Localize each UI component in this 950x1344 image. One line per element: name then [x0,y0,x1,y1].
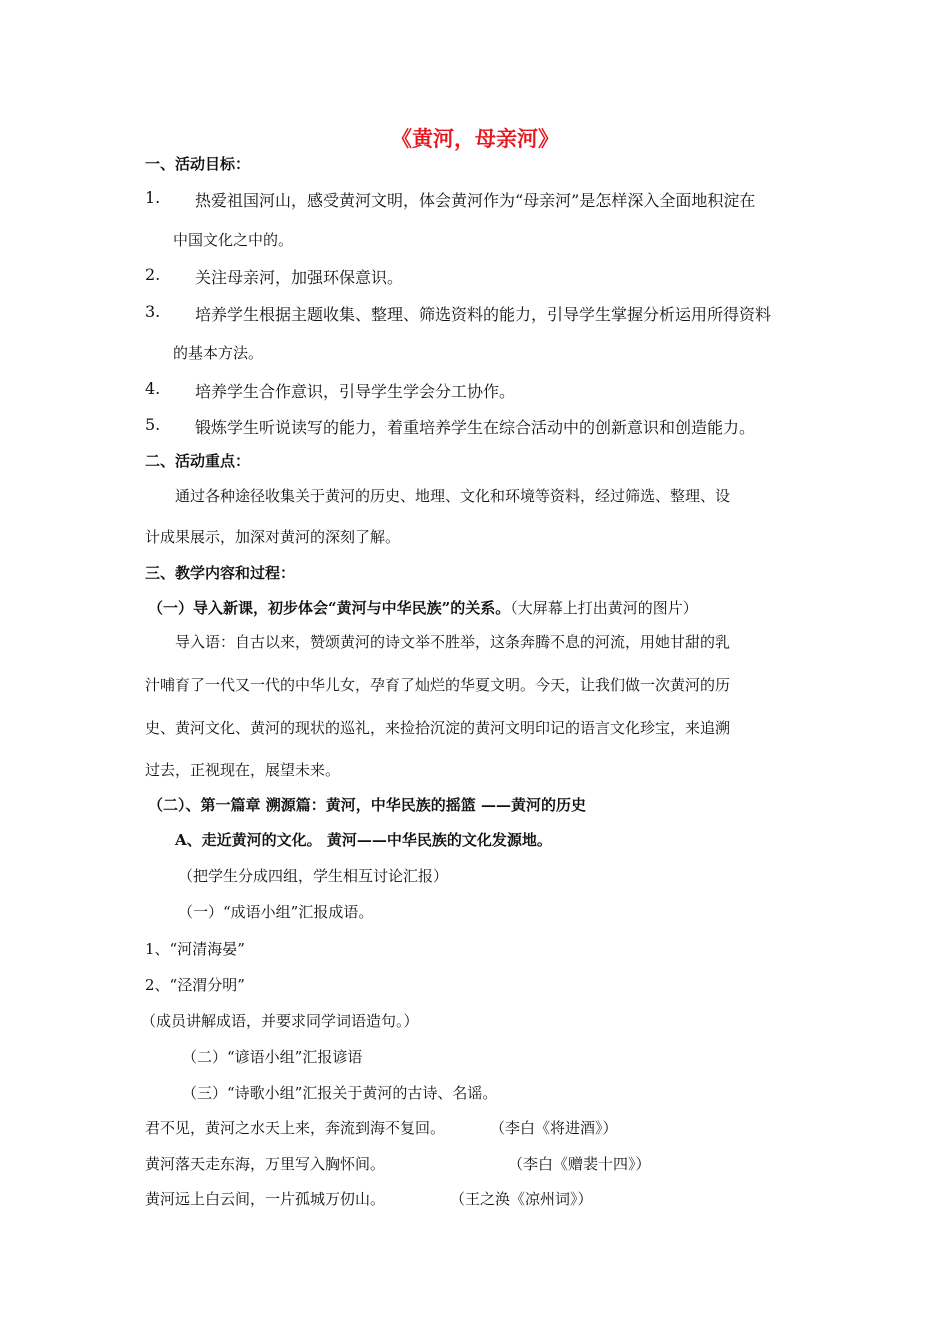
goal-item-3-continued: 的基本方法。 [173,344,264,362]
idiom-note: （成员讲解成语，并要求同学词语造句。） [141,1012,419,1030]
intro-paragraph-line: 史、黄河文化、黄河的现状的巡礼，来捡拾沉淀的黄河文明印记的语言文化珍宝，来追溯 [145,719,731,737]
goal-text: 锻炼学生听说读写的能力，着重培养学生在综合活动中的创新意识和创造能力。 [195,418,756,437]
goal-number: 2. [145,265,161,284]
goal-item-1 [145,188,825,208]
intro-paragraph-line: 汁哺育了一代又一代的中华儿女，孕育了灿烂的华夏文明。今天，让我们做一次黄河的历 [145,676,731,694]
poem-text: 君不见，黄河之水天上来，奔流到海不复回。 [145,1119,446,1137]
part-one-title: （一）导入新课，初步体会“黄河与中华民族”的关系。 [148,599,511,617]
part-one-heading [148,598,698,618]
proverb-group-heading: （二）“谚语小组”汇报谚语 [182,1048,363,1066]
poem-line-3 [145,1189,825,1209]
goal-text: 培养学生根据主题收集、整理、筛选资料的能力，引导学生掌握分析运用所得资料 [195,305,772,324]
document-title: 《黄河，母亲河》 [391,126,559,151]
section-heading-process: 三、教学内容和过程： [145,564,296,582]
intro-paragraph-line: 导入语：自古以来，赞颂黄河的诗文举不胜举，这条奔腾不息的河流，用她甘甜的乳 [175,633,731,651]
poem-group-heading: （三）“诗歌小组”汇报关于黄河的古诗、名谣。 [182,1084,498,1102]
poem-source: （李白《赠裴十四》） [508,1155,651,1173]
goal-item-2 [145,265,825,285]
goal-item-3 [145,302,825,322]
poem-source: （王之涣《凉州词》） [450,1190,593,1208]
goal-item-4 [145,379,825,399]
poem-text: 黄河落天走东海，万里写入胸怀间。 [145,1155,386,1173]
idiom-group-heading: （一）“成语小组”汇报成语。 [178,903,374,921]
part-a-heading: A、走近黄河的文化。 黄河——中华民族的文化发源地。 [175,831,552,849]
idiom-item: 2、“泾渭分明” [145,976,245,994]
goal-text: 热爱祖国河山，感受黄河文明，体会黄河作为“母亲河”是怎样深入全面地积淀在 [195,191,756,210]
focus-paragraph-line: 计成果展示，加深对黄河的深刻了解。 [145,528,401,546]
goal-item-5 [145,415,825,435]
part-two-heading: （二）、第一篇章 溯源篇：黄河，中华民族的摇篮 ——黄河的历史 [148,796,586,814]
intro-paragraph-line: 过去，正视现在，展望未来。 [145,761,341,779]
poem-text: 黄河远上白云间，一片孤城万仞山。 [145,1190,386,1208]
focus-paragraph-line: 通过各种途径收集关于黄河的历史、地理、文化和环境等资料，经过筛选、整理、设 [175,487,731,505]
poem-source: （李白《将进酒》） [490,1119,618,1137]
group-note: （把学生分成四组，学生相互讨论汇报） [178,867,449,885]
goal-number: 1. [145,188,161,207]
goal-item-1-continued: 中国文化之中的。 [173,231,294,249]
idiom-item: 1、“河清海晏” [145,940,245,958]
part-one-note: （大屏幕上打出黄河的图片） [510,599,698,617]
goal-number: 5. [145,415,161,434]
section-heading-goals: 一、活动目标： [145,155,251,173]
poem-line-1 [145,1118,825,1138]
goal-text: 培养学生合作意识，引导学生学会分工协作。 [195,382,516,401]
section-heading-focus: 二、活动重点： [145,452,251,470]
goal-number: 4. [145,379,161,398]
goal-text: 关注母亲河，加强环保意识。 [195,268,404,287]
poem-line-2 [145,1154,825,1174]
goal-number: 3. [145,302,161,321]
